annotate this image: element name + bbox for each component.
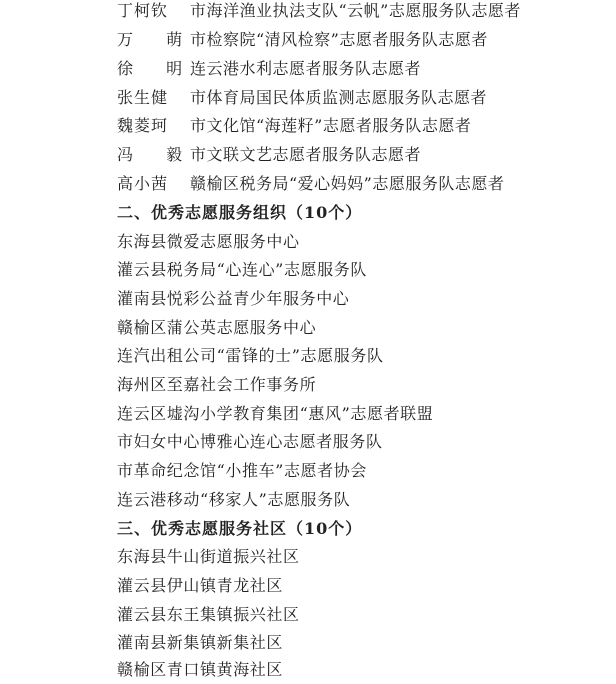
list-item: 灌云县伊山镇青龙社区 — [117, 576, 284, 595]
list-item: 灌云县税务局“心连心”志愿服务队 — [117, 260, 367, 279]
list-item: 赣榆区青口镇黄海社区 — [117, 660, 284, 679]
list-item: 灌南县新集镇新集社区 — [117, 633, 284, 652]
volunteer-name: 张生健 — [117, 88, 169, 107]
list-item: 赣榆区蒲公英志愿服务中心 — [117, 318, 317, 337]
volunteer-org: 市海洋渔业执法支队“云帆”志愿服务队志愿者 — [190, 1, 521, 20]
list-item: 灌云县东王集镇振兴社区 — [117, 605, 300, 624]
volunteer-org: 市文联文艺志愿者服务队志愿者 — [190, 145, 422, 164]
volunteer-org: 连云港水利志愿者服务队志愿者 — [190, 59, 422, 78]
list-item: 连云港移动“移家人”志愿服务队 — [117, 490, 351, 509]
list-item: 东海县牛山街道振兴社区 — [117, 547, 300, 566]
section-heading: 三、优秀志愿服务社区（10个） — [117, 519, 363, 538]
volunteer-name: 魏菱珂 — [117, 116, 169, 135]
volunteer-name: 冯 毅 — [117, 145, 197, 164]
volunteer-org: 赣榆区税务局“爱心妈妈”志愿服务队志愿者 — [190, 174, 505, 193]
volunteer-name: 高小茜 — [117, 174, 169, 193]
list-item: 连云区墟沟小学教育集团“惠风”志愿者联盟 — [117, 404, 434, 423]
volunteer-org: 市体育局国民体质监测志愿服务队志愿者 — [190, 88, 488, 107]
list-item: 东海县微爱志愿服务中心 — [117, 232, 300, 251]
volunteer-name: 徐 明 — [117, 59, 197, 78]
volunteer-name: 丁柯钦 — [117, 1, 169, 20]
list-item: 市革命纪念馆“小推车”志愿者协会 — [117, 461, 367, 480]
volunteer-name: 万 萌 — [117, 30, 197, 49]
volunteer-org: 市检察院“清风检察”志愿者服务队志愿者 — [190, 30, 488, 49]
list-item: 灌南县悦彩公益青少年服务中心 — [117, 289, 350, 308]
list-item: 连汽出租公司“雷锋的士”志愿服务队 — [117, 346, 384, 365]
list-item: 市妇女中心博雅心连心志愿者服务队 — [117, 432, 383, 451]
volunteer-org: 市文化馆“海莲籽”志愿者服务队志愿者 — [190, 116, 472, 135]
section-heading: 二、优秀志愿服务组织（10个） — [117, 203, 363, 222]
list-item: 海州区至嘉社会工作事务所 — [117, 375, 317, 394]
